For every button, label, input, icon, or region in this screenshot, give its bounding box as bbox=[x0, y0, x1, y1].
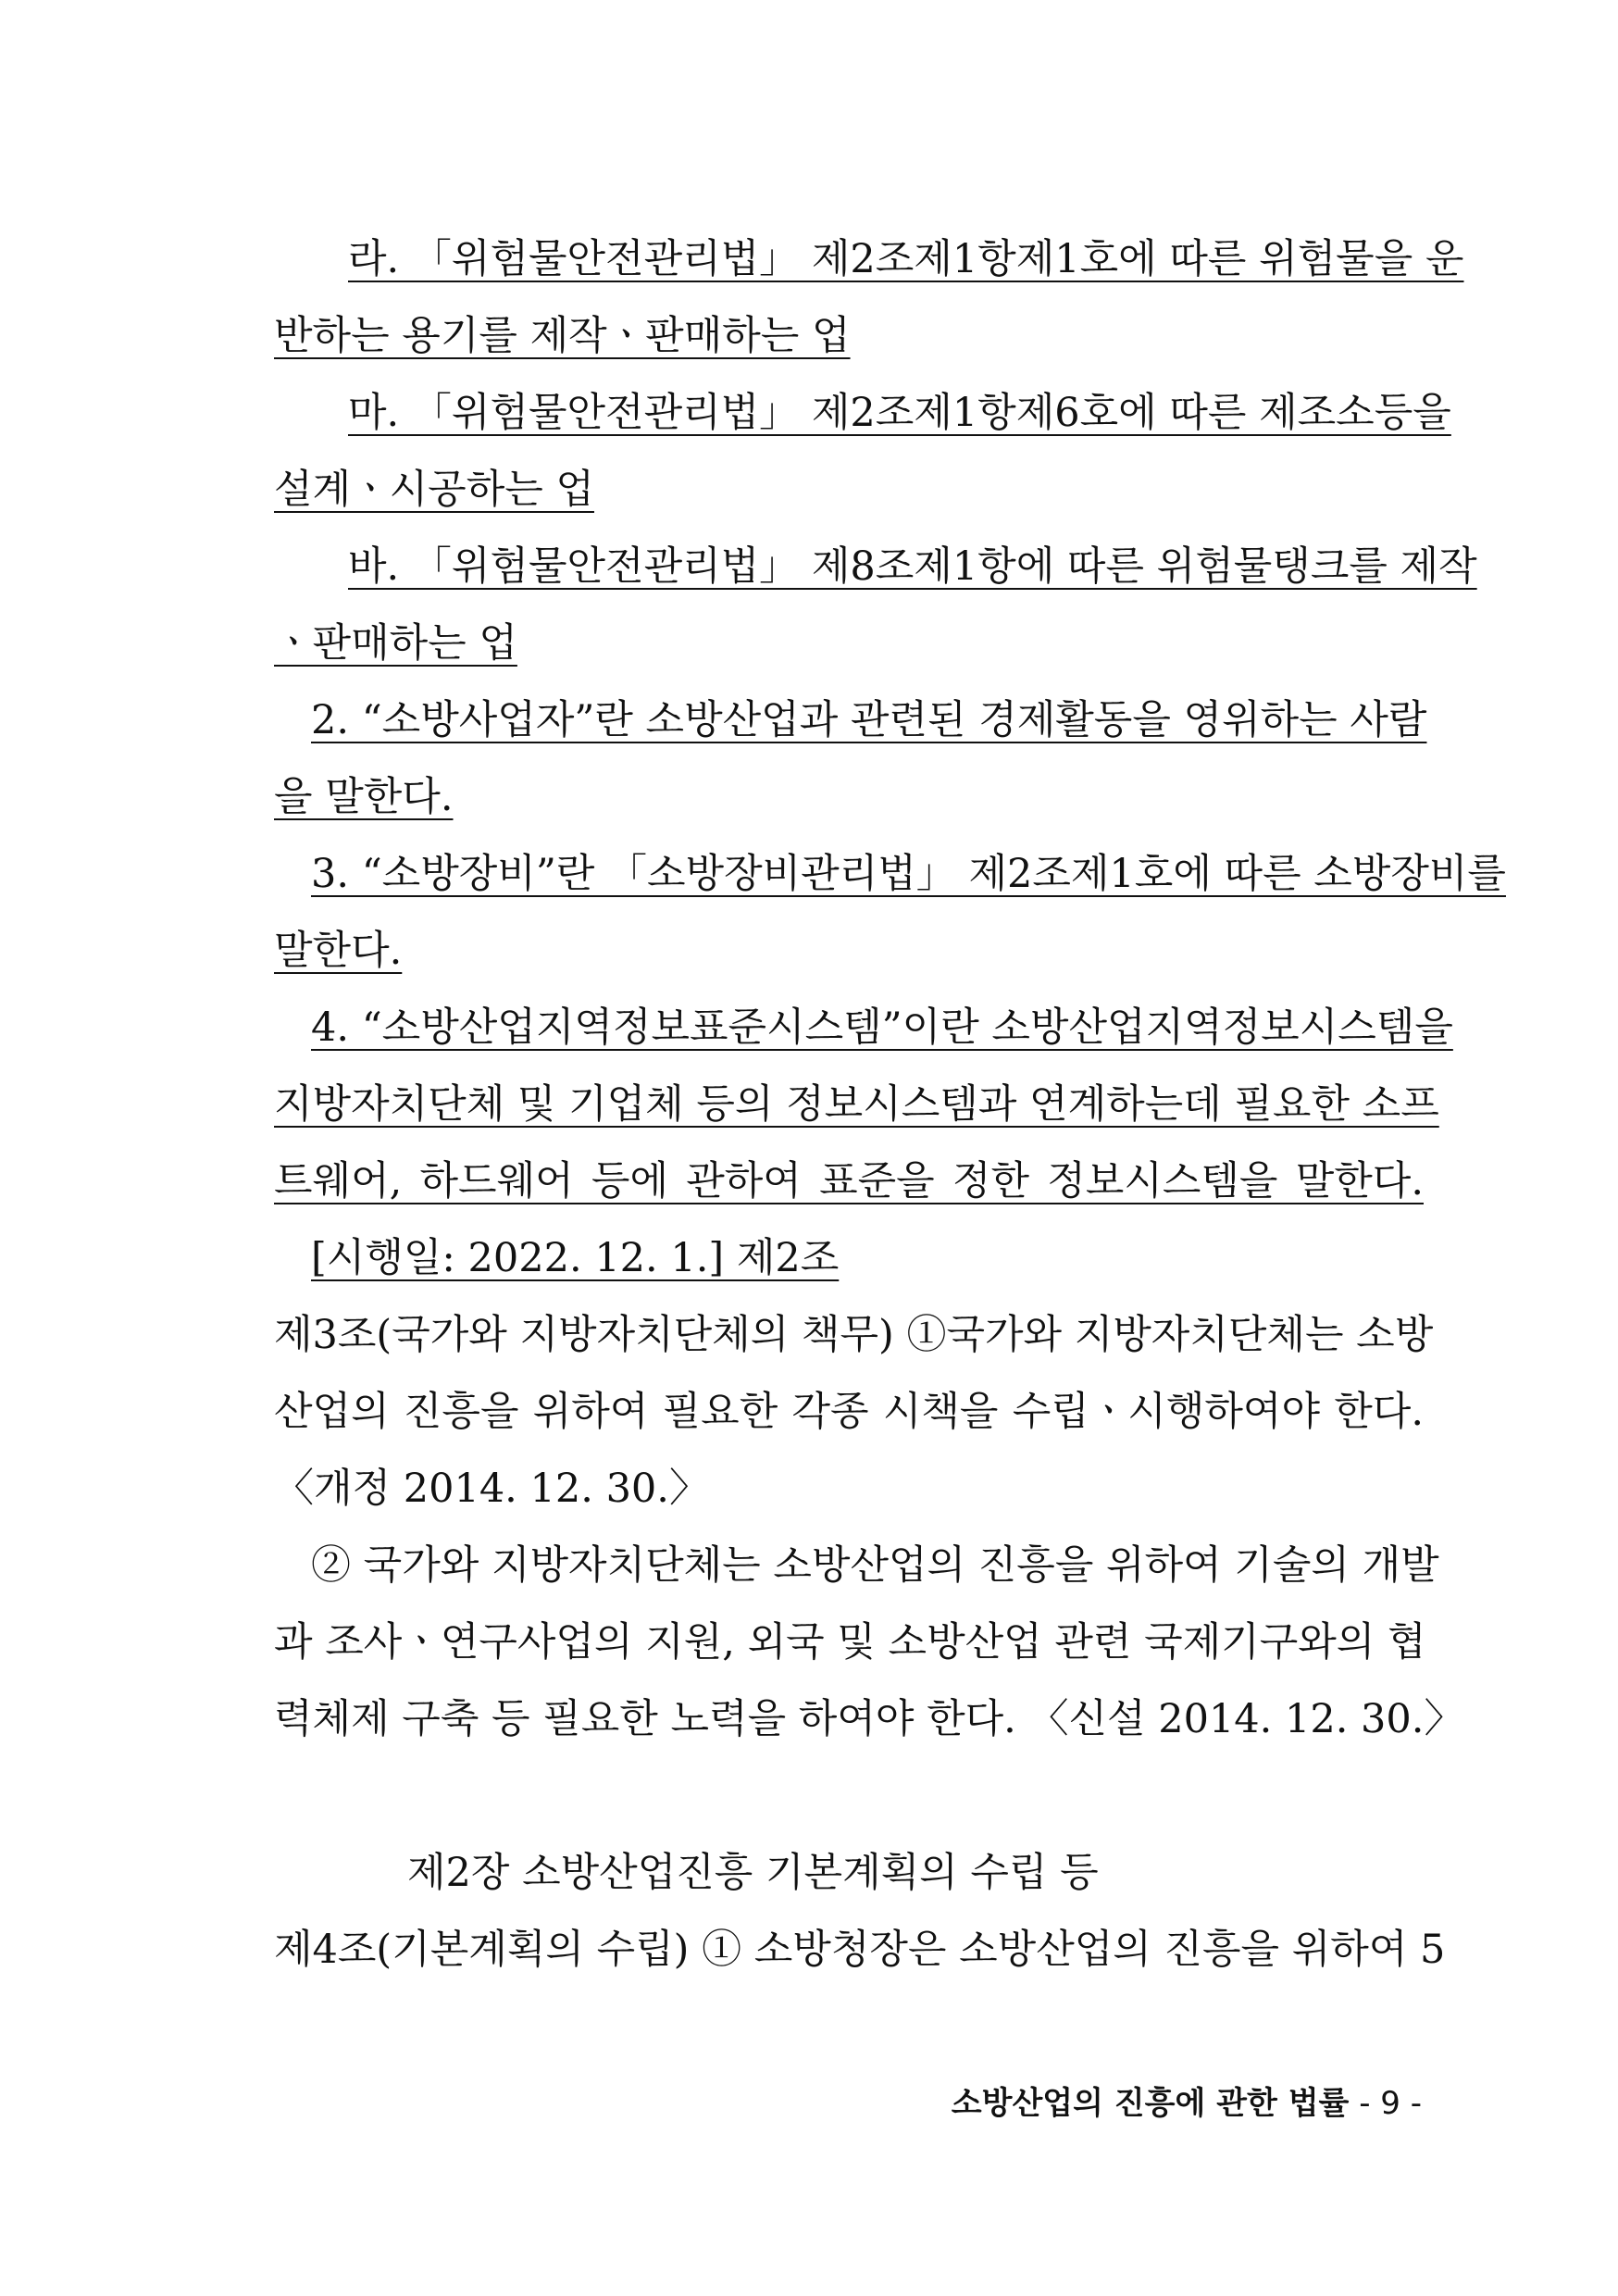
definition-4-line-2: 지방자치단체 및 기업체 등의 정보시스템과 연계하는데 필요한 소프 bbox=[274, 1081, 1439, 1128]
clause-ma-line-1: 마. 「위험물안전관리법」 제2조제1항제6호에 따른 제조소등을 bbox=[348, 390, 1451, 436]
clause-ra-line-1: 라. 「위험물안전관리법」 제2조제1항제1호에 따른 위험물을 운 bbox=[348, 236, 1464, 282]
clause-ra-line-2: 반하는 용기를 제작ㆍ판매하는 업 bbox=[274, 313, 851, 359]
definition-2-line-2: 을 말한다. bbox=[274, 774, 454, 820]
article-3-para-2-line-3: 력체제 구축 등 필요한 노력을 하여야 한다. 〈신설 2014. 12. 30.〉 bbox=[274, 1696, 1464, 1742]
definition-4-line-3: 트웨어, 하드웨어 등에 관하여 표준을 정한 정보시스템을 말한다. bbox=[274, 1158, 1424, 1204]
article-3-para-2-line-1: ② 국가와 지방자치단체는 소방산업의 진흥을 위하여 기술의 개발 bbox=[311, 1542, 1439, 1589]
definition-4-line-1: 4. “소방산업지역정보표준시스템”이란 소방산업지역정보시스템을 bbox=[311, 1004, 1453, 1051]
chapter-heading: 제2장 소방산업진흥 기본계획의 수립 등 bbox=[407, 1850, 1099, 1896]
page-footer bbox=[952, 2083, 1422, 2124]
article-3-amend-note: 〈개정 2014. 12. 30.〉 bbox=[274, 1466, 709, 1512]
article-4-line-1: 제4조(기본계획의 수립) ① 소방청장은 소방산업의 진흥을 위하여 5 bbox=[274, 1927, 1446, 1973]
definition-3-line-1: 3. “소방장비”란 「소방장비관리법」 제2조제1호에 따른 소방장비를 bbox=[311, 851, 1506, 897]
article-3-line-1: 제3조(국가와 지방자치단체의 책무) ①국가와 지방자치단체는 소방 bbox=[274, 1312, 1434, 1358]
definition-3-line-2: 말한다. bbox=[274, 928, 403, 974]
article-3-line-2: 산업의 진흥을 위하여 필요한 각종 시책을 수립ㆍ시행하여야 한다. bbox=[274, 1389, 1424, 1435]
footer-page-number: - 9 - bbox=[1359, 2085, 1422, 2122]
article-3-para-2-line-2: 과 조사ㆍ연구사업의 지원, 외국 및 소방산업 관련 국제기구와의 협 bbox=[274, 1619, 1426, 1666]
clause-ma-line-2: 설계ㆍ시공하는 업 bbox=[274, 467, 594, 513]
clause-ba-line-2: ㆍ판매하는 업 bbox=[274, 620, 517, 667]
clause-ba-line-1: 바. 「위험물안전관리법」 제8조제1항에 따른 위험물탱크를 제작 bbox=[348, 543, 1477, 590]
footer-law-title: 소방산업의 진흥에 관한 법률 bbox=[951, 2085, 1350, 2122]
effective-date-note: [시행일: 2022. 12. 1.] 제2조 bbox=[311, 1235, 840, 1281]
definition-2-line-1: 2. “소방사업자”란 소방산업과 관련된 경제활동을 영위하는 사람 bbox=[311, 697, 1427, 743]
